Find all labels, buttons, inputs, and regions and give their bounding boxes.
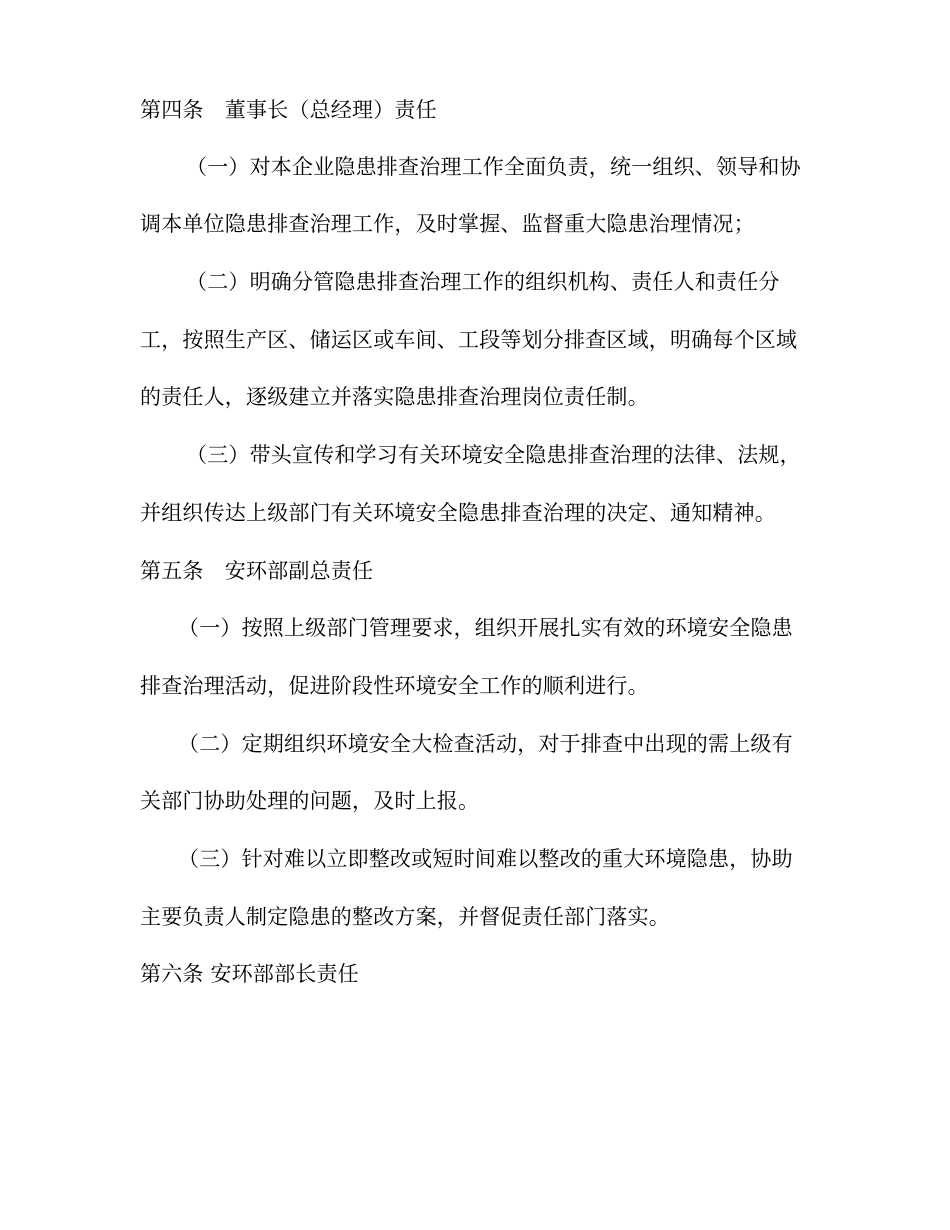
article-5-item-3-line-1: （三）针对难以立即整改或短时间难以整改的重大环境隐患，协助 xyxy=(178,847,793,871)
article-4-item-2-line-3: 的责任人，逐级建立并落实隐患排查治理岗位责任制。 xyxy=(140,385,649,409)
article-4-item-1-line-2: 调本单位隐患排查治理工作，及时掌握、监督重大隐患治理情况； xyxy=(140,212,755,236)
article-4-item-2-line-1: （二）明确分管隐患排查治理工作的组织机构、责任人和责任分 xyxy=(186,270,780,294)
article-5-item-2-line-2: 关部门协助处理的问题，及时上报。 xyxy=(140,789,480,813)
article-5-item-2-line-1: （二）定期组织环境安全大检查活动，对于排查中出现的需上级有 xyxy=(178,732,793,756)
article-5-item-3-line-2: 主要负责人制定隐患的整改方案，并督促责任部门落实。 xyxy=(140,905,670,929)
article-4-heading: 第四条 董事长（总经理）责任 xyxy=(140,98,437,122)
article-4-item-3-line-2: 并组织传达上级部门有关环境安全隐患排查治理的决定、通知精神。 xyxy=(140,501,776,525)
article-4-item-1-line-1: （一）对本企业隐患排查治理工作全面负责，统一组织、领导和协 xyxy=(186,155,801,179)
article-5-heading: 第五条 安环部副总责任 xyxy=(140,559,374,583)
article-5-item-1-line-1: （一）按照上级部门管理要求，组织开展扎实有效的环境安全隐患 xyxy=(178,616,793,640)
article-4-item-3-line-1: （三）带头宣传和学习有关环境安全隐患排查治理的法律、法规， xyxy=(186,443,801,467)
article-4-item-2-line-2: 工，按照生产区、储运区或车间、工段等划分排查区域，明确每个区域 xyxy=(140,328,798,352)
article-5-item-1-line-2: 排查治理活动，促进阶段性环境安全工作的顺利进行。 xyxy=(140,674,649,698)
article-6-heading: 第六条 安环部部长责任 xyxy=(140,962,359,986)
